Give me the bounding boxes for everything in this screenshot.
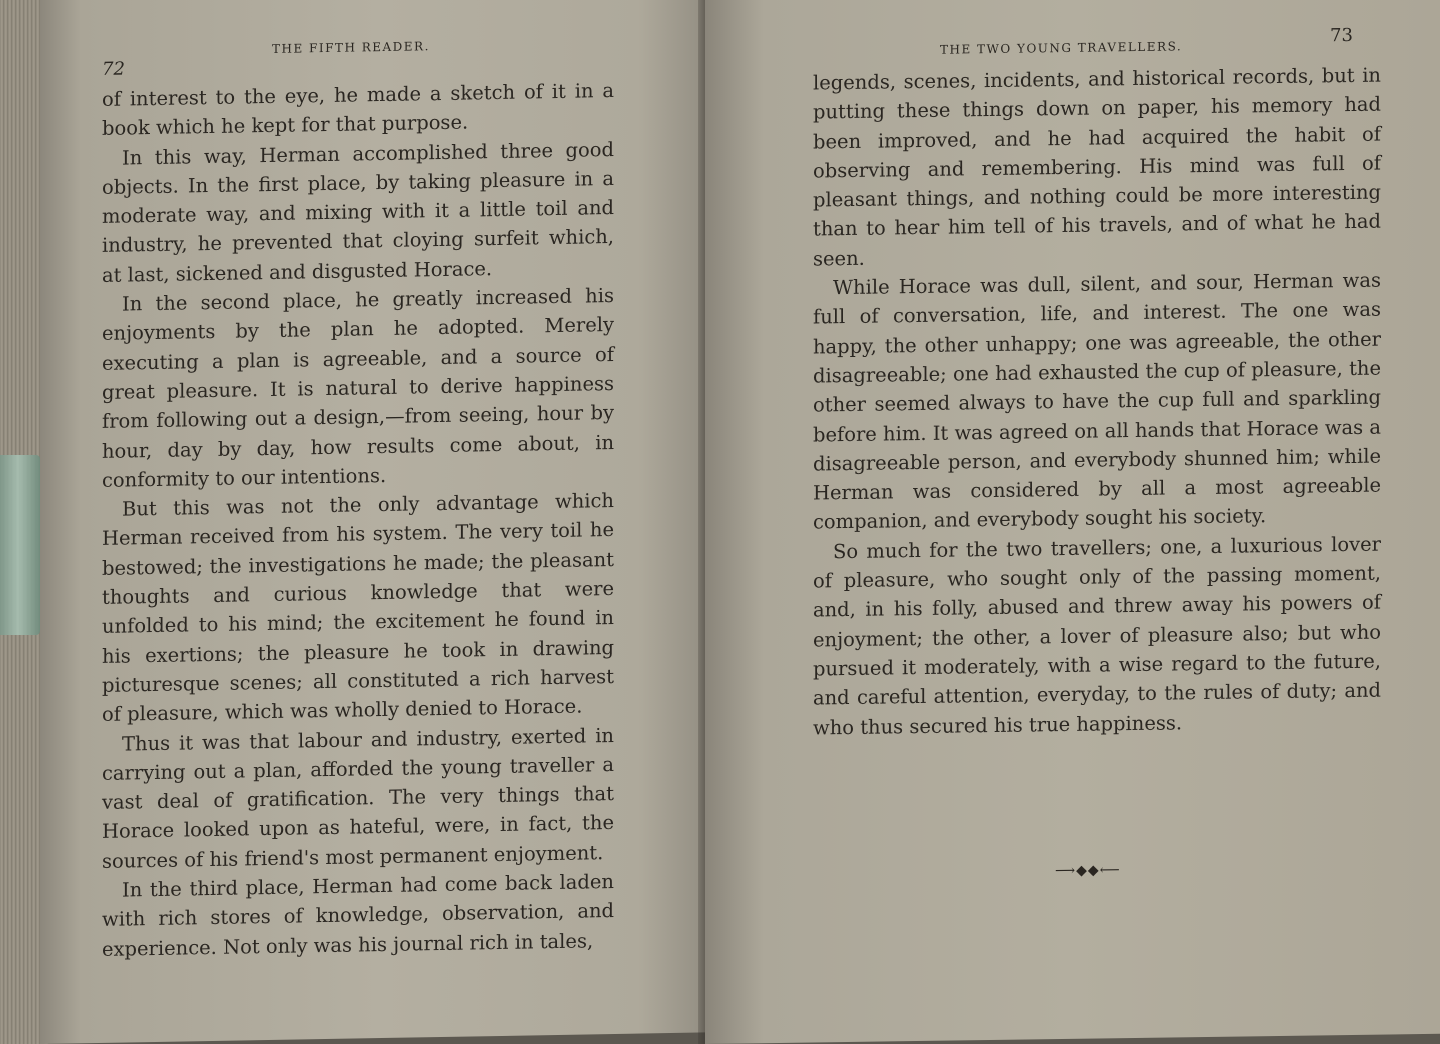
right-paragraph-3: So much for the two travellers; one, a luxurious lover of pleasure, who sought only of the passing moment, and, in his folly, abused and threw away his powers of enjoyment; the other, a lover of pleasure also; but who pursued it moderately, with a wise regard to the future, and careful attention, everyday, to the rules of duty; and who thus secured his true happiness. (813, 532, 1381, 740)
right-paragraph-1: legends, scenes, incidents, and historical records, but in putting these things down on paper, his memory had been improved, and he had acquired the habit of observing and remembering. His mind was full of pleasant things, and nothing could be more interesting than to hear him tell of his travels, and of what he had seen. (813, 63, 1381, 271)
left-paragraph-5: Thus it was that labour and industry, exerted in carrying out a plan, afforded the young traveller a vast deal of gratification. The very things that Horace looked upon as hateful, were, in fact, the sources of his friend's most permanent enjoyment. (102, 723, 614, 873)
right-page-text (813, 61, 1381, 743)
right-paragraph-2: While Horace was dull, silent, and sour, Herman was full of conversation, life, and interest. The one was happy, the other unhappy; one was agreeable, the other disagreeable; one had exhausted the cup of pleasure, the other seemed always to have the cup full and sparkling before him. It was agreed on all hands that Horace was a disagreeable person, and everybody shunned him; while Herman was considered by all a most agreeable companion, and everybody sought his society. (813, 268, 1381, 534)
left-page-text (102, 76, 614, 964)
left-page-number: 72 (102, 58, 125, 80)
left-paragraph-4: But this was not the only advantage which Herman received from his system. The very toil he bestowed; the investigations he made; the pleasant thoughts and curious knowledge that were unfolded to his mind; the excitement he found in his exertions; the pleasure he took in drawing picturesque scenes; all constituted a rich harvest of pleasure, which was wholly denied to Horace. (102, 489, 614, 727)
right-page-number: 73 (1330, 24, 1353, 47)
right-running-head: THE TWO YOUNG TRAVELLERS. (940, 39, 1183, 57)
left-paragraph-1: of interest to the eye, he made a sketch of it in a book which he kept for that purpose. (102, 78, 614, 141)
left-page (40, 0, 720, 1044)
left-paragraph-2: In this way, Herman accomplished three good objects. In the first place, by taking pleasure in a moderate way, and mixing with it a little toil and industry, he prevented that cloying surfeit which, at last, sickened and disgusted Horace. (102, 137, 614, 287)
bookmark-ribbon (0, 455, 40, 635)
end-ornament: ⟶◆◆⟵ (1055, 862, 1121, 880)
left-paragraph-6: In the third place, Herman had come back laden with rich stores of knowledge, observation, and experience. Not only was his journal rich in tales, (102, 869, 614, 961)
left-running-head: THE FIFTH READER. (272, 39, 430, 56)
left-paragraph-3: In the second place, he greatly increased his enjoyments by the plan he adopted. Merely executing a plan is agreeable, and a source of great pleasure. It is natural to derive happiness from following out a design,—from seeing, hour by hour, day by day, how results come about, in conformity to our intentions. (102, 284, 614, 492)
right-page (705, 0, 1440, 1044)
